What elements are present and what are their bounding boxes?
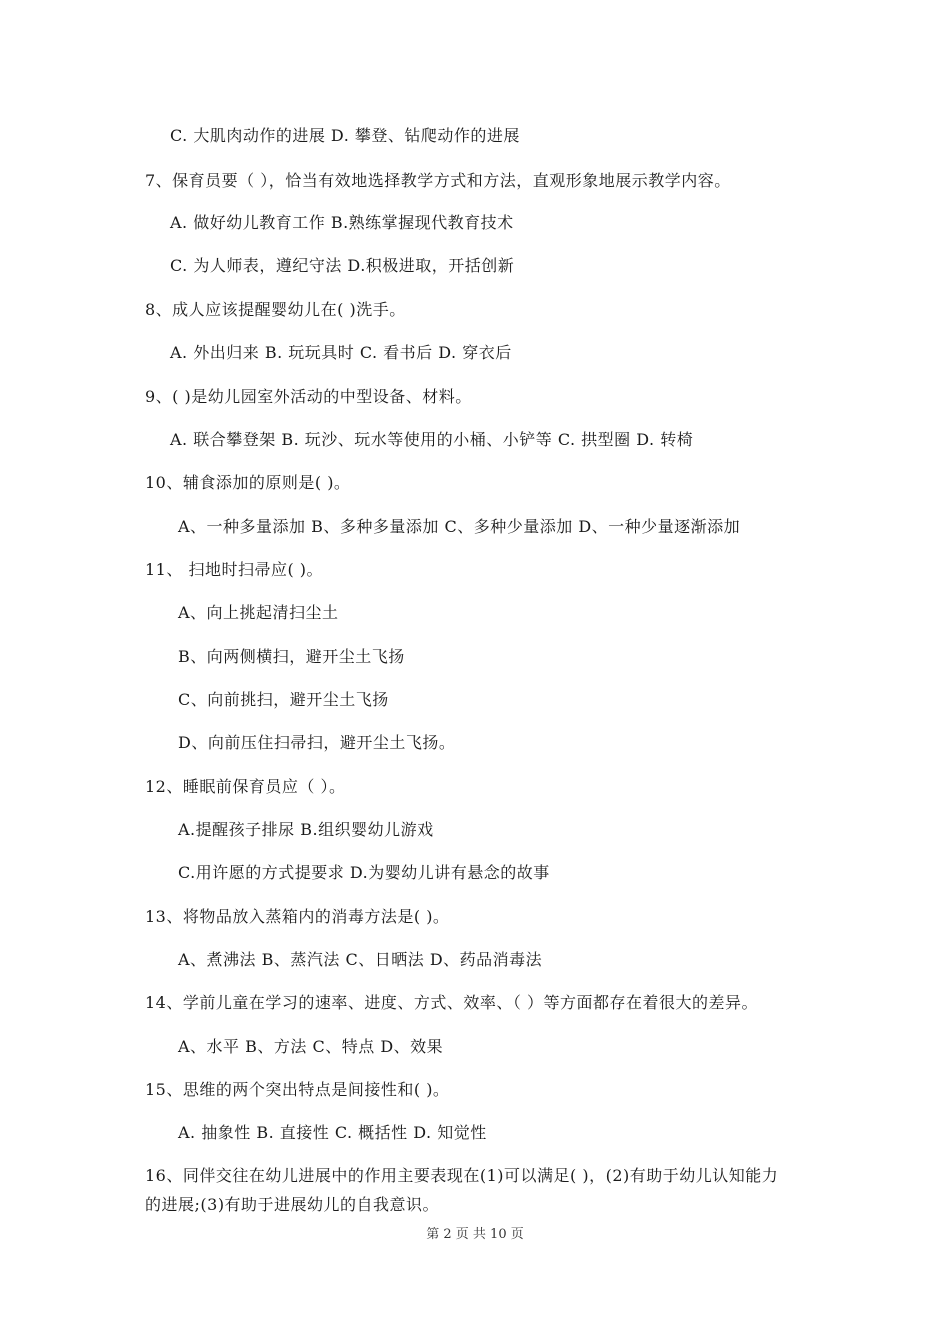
question-11-option-b: B、向两侧横扫，避开尘土飞扬	[178, 647, 405, 666]
question-12-stem: 12、睡眠前保育员应（ ）。	[145, 777, 346, 796]
question-11-option-a: A、向上挑起清扫尘土	[178, 603, 339, 622]
question-9-options: A. 联合攀登架 B. 玩沙、玩水等使用的小桶、小铲等 C. 拱型圈 D. 转椅	[170, 430, 694, 449]
question-14-options: A、水平 B、方法 C、特点 D、效果	[178, 1037, 444, 1056]
question-15-stem: 15、思维的两个突出特点是间接性和( )。	[145, 1080, 450, 1099]
question-12-options-ab: A.提醒孩子排尿 B.组织婴幼儿游戏	[178, 820, 434, 839]
question-9-stem: 9、( )是幼儿园室外活动的中型设备、材料。	[145, 387, 472, 406]
question-15-options: A. 抽象性 B. 直接性 C. 概括性 D. 知觉性	[178, 1123, 487, 1142]
question-10-options: A、一种多量添加 B、多种多量添加 C、多种少量添加 D、一种少量逐渐添加	[178, 517, 741, 536]
question-13-stem: 13、将物品放入蒸箱内的消毒方法是( )。	[145, 907, 450, 926]
question-11-option-c: C、向前挑扫，避开尘土飞扬	[178, 690, 389, 709]
question-8-stem: 8、成人应该提醒婴幼儿在( )洗手。	[145, 300, 406, 319]
question-12-options-cd: C.用许愿的方式提要求 D.为婴幼儿讲有悬念的故事	[178, 863, 550, 882]
question-10-stem: 10、辅食添加的原则是( )。	[145, 473, 351, 492]
question-16-stem-line-1: 16、同伴交往在幼儿进展中的作用主要表现在(1)可以满足( )，(2)有助于幼儿认知能力	[145, 1166, 779, 1185]
page-footer: 第 2 页 共 10 页	[426, 1227, 524, 1242]
question-11-stem: 11、 扫地时扫帚应( )。	[145, 560, 324, 579]
question-7-options-ab: A. 做好幼儿教育工作 B.熟练掌握现代教育技术	[170, 213, 514, 232]
question-14-stem: 14、学前儿童在学习的速率、进度、方式、效率、（ ）等方面都存在着很大的差异。	[145, 993, 758, 1012]
question-11-option-d: D、向前压住扫帚扫，避开尘土飞扬。	[178, 733, 456, 752]
question-16-stem-line-2: 的进展;(3)有助于进展幼儿的自我意识。	[145, 1195, 440, 1214]
question-7-stem: 7、保育员要（ ），恰当有效地选择教学方式和方法，直观形象地展示教学内容。	[145, 171, 731, 190]
question-7-options-cd: C. 为人师表，遵纪守法 D.积极进取，开括创新	[170, 256, 515, 275]
question-6-options-cd: C. 大肌肉动作的进展 D. 攀登、钻爬动作的进展	[170, 126, 520, 145]
question-13-options: A、煮沸法 B、蒸汽法 C、日晒法 D、药品消毒法	[178, 950, 543, 969]
question-8-options: A. 外出归来 B. 玩玩具时 C. 看书后 D. 穿衣后	[170, 343, 512, 362]
